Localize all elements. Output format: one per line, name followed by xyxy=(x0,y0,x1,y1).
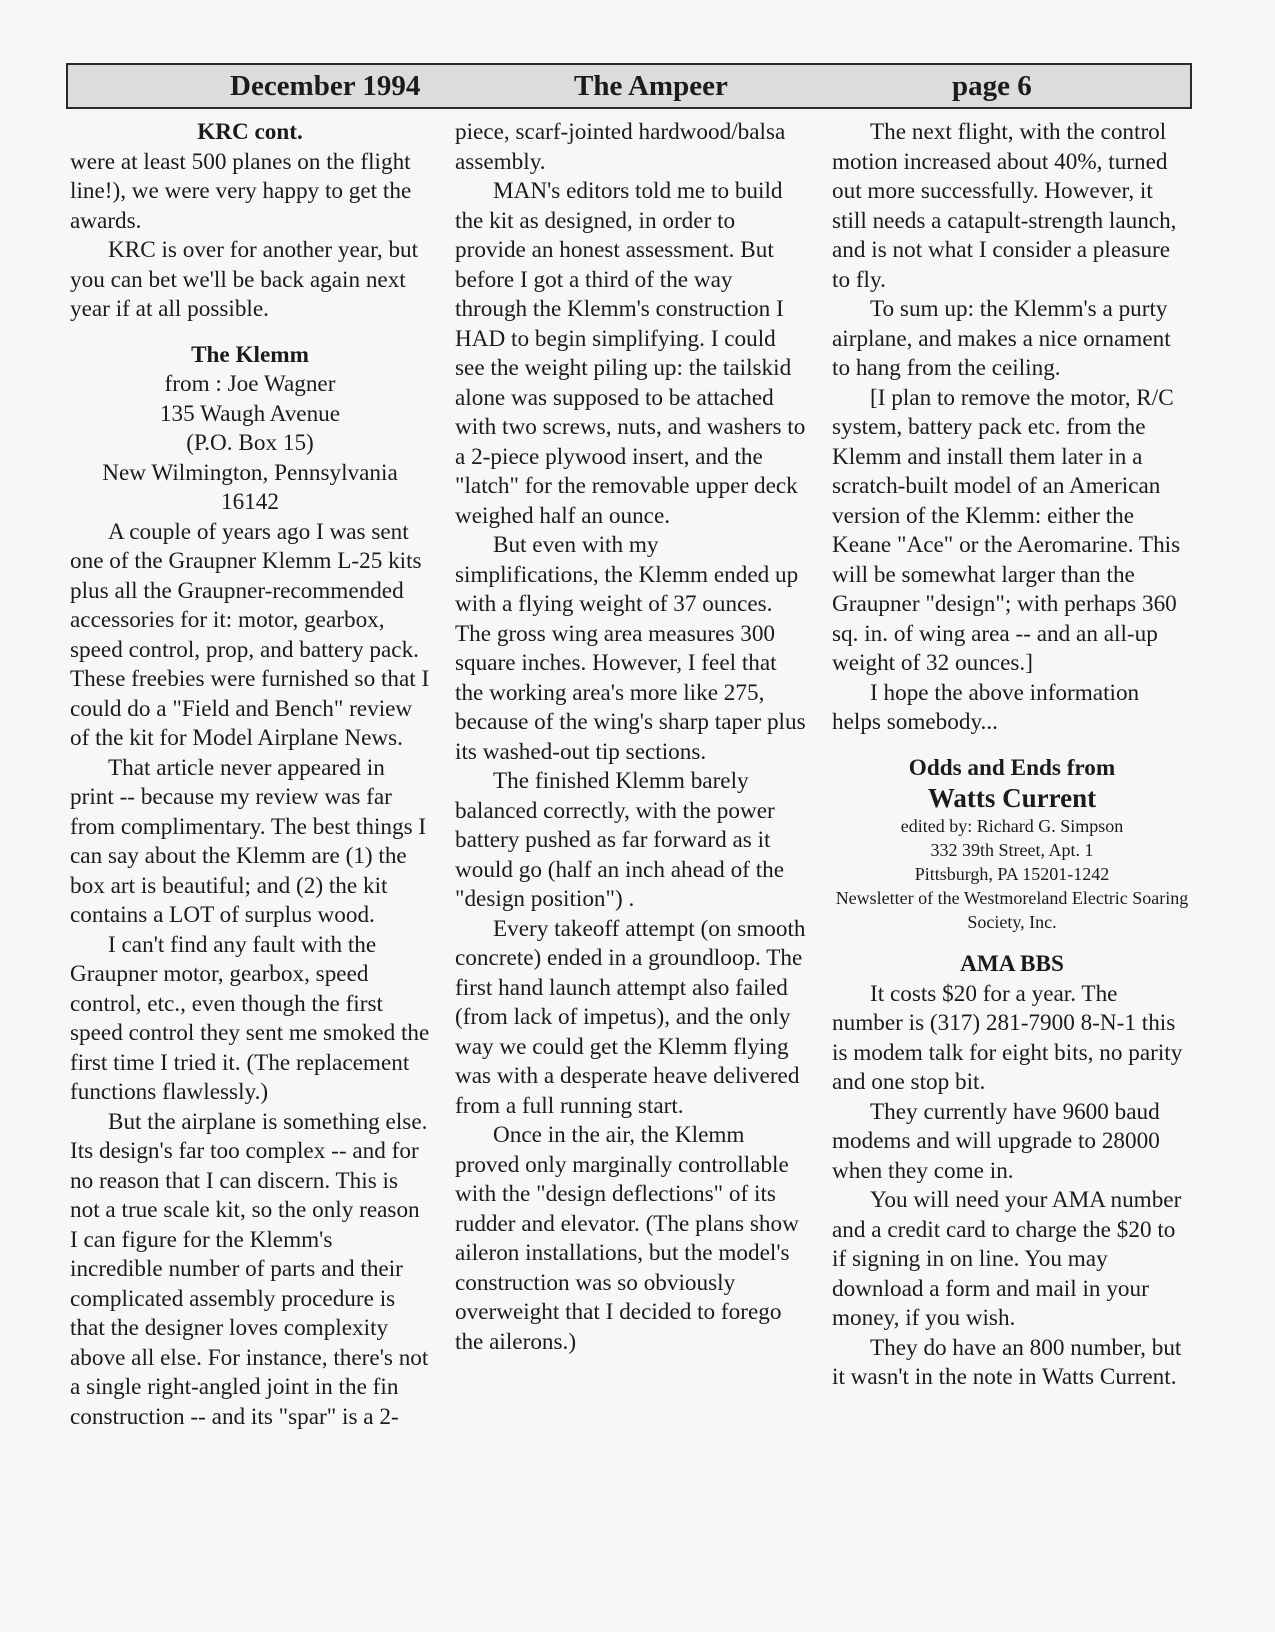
newsletter-title: The Ampeer xyxy=(574,70,728,102)
paragraph: But the airplane is something else. Its design's far too complex -- and for no reason that I can discern. This is not a true scale kit, so the only reason I can figure for the Klemm's incredible number of parts and their complicated assembly procedure is that the designer loves complexity above all else. For instance, there's not a single right-angled joint in the fin construction -- and its "spar" is a 2- xyxy=(70,1108,429,1430)
section-heading-watts: Watts Current xyxy=(927,783,1097,813)
page-header xyxy=(66,63,1192,109)
editor-newsletter: Newsletter of the Westmoreland Electric Soaring Society, Inc. xyxy=(835,888,1189,932)
paragraph: MAN's editors told me to build the kit as designed, in order to provide an honest assessment. But before I got a third of the way through the Klemm's construction I HAD to begin simplifying. I could see the weight piling up: the tailskid alone was supposed to be attached with two screws, nuts, and washers to a 2-piece plywood insert, and the "latch" for the removable upper deck weighed half an ounce. xyxy=(455,178,806,529)
paragraph: Every takeoff attempt (on smooth concrete) ended in a groundloop. The first hand launch attempt also failed (from lack of impetus), and the only way we could get the Klemm flying was with a desperate heave delivered from a full running start. xyxy=(455,915,806,1119)
paragraph: were at least 500 planes on the flight line!), we were very happy to get the awards. xyxy=(70,148,412,234)
address-street: 135 Waugh Avenue xyxy=(159,400,341,427)
editor-city: Pittsburgh, PA 15201-1242 xyxy=(914,864,1110,884)
paragraph: [I plan to remove the motor, R/C system, battery pack etc. from the Klemm and install them later in a scratch-built model of an American version of the Klemm: either the Keane "Ace" or the Aeromarine. This will be somewhat larger than the Graupner "design"; with perhaps 360 sq. in. of wing area -- and an all-up weight of 32 ounces.] xyxy=(832,384,1181,676)
paragraph: KRC is over for another year, but you can bet we'll be back again next year if at all possible. xyxy=(70,237,419,322)
paragraph: The finished Klemm barely balanced correctly, with the power battery pushed as far forward as it would go (half an inch ahead of the "design position") . xyxy=(455,768,785,912)
paragraph: Once in the air, the Klemm proved only marginally controllable with the "design deflections" of its rudder and elevator. (The plans show aileron installations, but the model's construction was so obviously overweight that I decided to forego the ailerons.) xyxy=(455,1122,799,1355)
paragraph: I hope the above information helps somebody... xyxy=(832,679,1140,735)
paragraph: piece, scarf-jointed hardwood/balsa assembly. xyxy=(455,119,786,175)
paragraph: I can't find any fault with the Graupner motor, gearbox, speed control, etc., even though the first speed control they sent me smoked the first time I tried it. (The replacement functions flawlessly.) xyxy=(70,931,430,1105)
paragraph: A couple of years ago I was sent one of the Graupner Klemm L-25 kits plus all the Graupner-recommended accessories for it: motor, gearbox, speed control, prop, and battery pack. These freebies were furnished so that I could do a "Field and Bench" review of the kit for Model Airplane News. xyxy=(70,518,430,751)
paragraph: They currently have 9600 baud modems and will upgrade to 28000 when they come in. xyxy=(832,1098,1160,1184)
paragraph: You will need your AMA number and a credit card to charge the $20 to if signing in on line. You may download a form and mail in your money, if you wish. xyxy=(832,1187,1182,1331)
address-box: (P.O. Box 15) xyxy=(186,430,314,456)
paragraph: But even with my simplifications, the Klemm ended up with a flying weight of 37 ounces. The gross wing area measures 300 square inches. However, I feel that the working area's more like 275, because of the wing's sharp taper plus its washed-out tip sections. xyxy=(455,532,806,765)
paragraph: They do have an 800 number, but it wasn't in the note in Watts Current. xyxy=(832,1334,1182,1390)
page-number: page 6 xyxy=(952,70,1032,102)
column-3 xyxy=(832,118,1192,1568)
section-heading-ama: AMA BBS xyxy=(960,951,1064,977)
editor-line: edited by: Richard G. Simpson xyxy=(900,816,1124,836)
header-date: December 1994 xyxy=(230,70,421,102)
section-heading-odds: Odds and Ends from xyxy=(908,754,1116,781)
paragraph: The next flight, with the control motion increased about 40%, turned out more successfully. However, it still needs a catapult-strength launch, and is not what I consider a pleasure to fly. xyxy=(832,119,1177,293)
editor-street: 332 39th Street, Apt. 1 xyxy=(930,840,1094,860)
author-line: from : Joe Wagner xyxy=(164,371,336,397)
address-city: New Wilmington, Pennsylvania xyxy=(102,459,398,486)
address-zip: 16142 xyxy=(221,489,279,515)
paragraph: It costs $20 for a year. The number is (317) 281-7900 8-N-1 this is modem talk for eight bits, no parity and one stop bit. xyxy=(832,980,1183,1095)
column-2 xyxy=(455,118,807,1568)
paragraph: That article never appeared in print -- because my review was far from complimentary. The best things I can say about the Klemm are (1) the box art is beautiful; and (2) the kit contains a LOT of surplus wood. xyxy=(70,754,427,928)
section-heading-krc: KRC cont. xyxy=(197,119,303,145)
column-1 xyxy=(70,118,430,1568)
paragraph: To sum up: the Klemm's a purty airplane, and makes a nice ornament to hang from the ceiling. xyxy=(832,296,1171,381)
section-heading-klemm: The Klemm xyxy=(191,341,309,368)
